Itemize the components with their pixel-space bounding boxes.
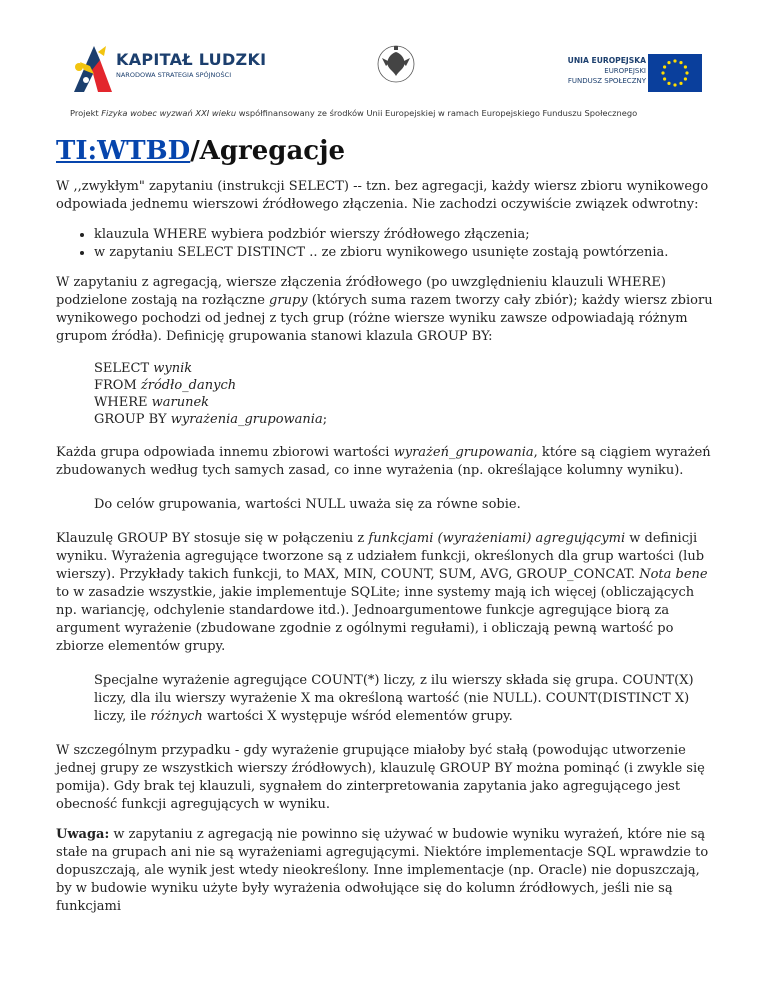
sql-placeholder: źródło_danych — [140, 378, 237, 393]
sql-placeholder: warunek — [151, 395, 210, 410]
text-run: , które są ciągiem wyrażeń zbudowanych według tych samych zasad, co inne wyrażenia (np. określające kolumny wyniku). — [56, 445, 711, 478]
eu-line3: FUNDUSZ SPOŁECZNY — [567, 77, 646, 85]
eu-line1: UNIA EUROPEJSKA — [567, 56, 646, 65]
emphasis: wyrażeń_grupowania — [393, 445, 534, 460]
code-line — [94, 394, 716, 411]
sql-keyword: SELECT — [94, 361, 154, 376]
sql-syntax-block — [56, 360, 716, 428]
text-run: to w zasadzie wszystkie, jakie implementuje SQLite; inne systemy mają ich więcej (obliczających np. wariancję, odchylenie standardowe itd.). Jednoargumentowe funkcje agregujące biorą za argument wyrażenie (zbudowane zgodnie z ogólnymi regułami), i obliczają pewną wartość po zbiorze elementów grupy. — [56, 585, 695, 654]
code-line — [94, 377, 716, 394]
emphasis: różnych — [150, 709, 203, 724]
code-line — [94, 411, 716, 428]
warning-label: Uwaga: — [56, 827, 110, 842]
text-run: Każda grupa odpowiada innemu zbiorowi wartości — [56, 445, 394, 460]
list-item: • klauzula WHERE wybiera podzbiór wierszy źródłowego złączenia; — [94, 226, 716, 244]
header-banner — [0, 0, 768, 128]
sql-keyword: GROUP BY — [94, 412, 171, 427]
kapital-ludzki-title: KAPITAŁ LUDZKI — [116, 50, 267, 69]
warning-paragraph — [56, 826, 716, 916]
emphasis: funkcjami (wyrażeniami) agregującymi — [368, 531, 626, 546]
text-run: Klauzulę GROUP BY stosuje się w połączeniu z — [56, 531, 369, 546]
project-prefix: Projekt — [70, 108, 102, 118]
university-seal — [374, 40, 418, 94]
eu-label — [568, 56, 646, 86]
intro-paragraph: W ,,zwykłym" zapytaniu (instrukcji SELECT) -- tzn. bez agregacji, każdy wiersz zbioru wynikowego odpowiada jednemu wierszowi źródłowego złączenia. Nie zachodzi oczywiście związek odwrotny: — [56, 179, 709, 212]
text-run: w zapytaniu z agregacją nie powinno się używać w budowie wyniku wyrażeń, które nie są stałe na grupach ani nie są wyrażeniami agregującymi. Niektóre implementacje SQL wprawdzie to dopuszczają, ale wynik jest wtedy nieokreślony. Inne implementacje (np. Oracle) nie dopuszczają, by w budowie wyniku użyte były wyrażenia odwołujące się do kolumn źródłowych, jeśli nie są funkcjami — [56, 827, 709, 914]
count-note — [56, 672, 716, 726]
bullet-list — [56, 226, 716, 262]
text-run: (których suma razem tworzy cały zbiór); każdy wiersz zbioru wynikowego pochodzi od jednej z tych grup (różne wiersze wyniku zawsze odpowiadają różnym grupom źródła). Definicję grupowania stanowi klazula GROUP BY: — [56, 293, 713, 344]
special-case-paragraph: W szczególnym przypadku - gdy wyrażenie grupujące miałoby być stałą (powodując utworzenie jednej grupy ze wszystkich wierszy źródłowych), klauzulę GROUP BY można pominąć (i zwykle się pomija). Gdy brak tej klauzuli, sygnałem do zinterpretowania zapytania jako agregującego jest obecność funkcji agregujących w wyniku. — [56, 743, 705, 812]
kapital-ludzki-emblem-icon — [70, 40, 116, 96]
aggregation-paragraph — [56, 274, 716, 346]
sql-terminator: ; — [322, 412, 328, 427]
kapital-ludzki-logo — [70, 40, 270, 96]
text-run: W zapytaniu z agregacją, wiersze złączenia źródłowego (po uwzględnieniu klauzuli WHERE) podzielone zostają na rozłączne — [56, 275, 666, 308]
code-line — [94, 360, 716, 377]
article-content — [56, 132, 716, 928]
text-run: wartości X występuje wśród elementów grupy. — [202, 709, 513, 724]
project-funding-line — [70, 108, 637, 118]
university-eagle-seal-icon — [374, 40, 418, 94]
text-run: Specjalne wyrażenie agregujące COUNT(*) liczy, z ilu wierszy składa się grupa. COUNT(X) liczy, dla ilu wierszy wyrażenie X ma określoną wartość (nie NULL). COUNT(DISTINCT X) liczy, ile — [94, 673, 694, 724]
aggregate-functions-paragraph — [56, 530, 716, 656]
group-paragraph — [56, 444, 716, 480]
sql-keyword: FROM — [94, 378, 141, 393]
project-suffix: współfinansowany ze środków Unii Europejskiej w ramach Europejskiego Funduszu Społecznego — [236, 108, 638, 118]
text-run: w definicji wyniku. Wyrażenia agregujące tworzone są z udziałem funkcji, określonych dla grup wartości (lub wierszy). Przykłady takich funkcji, to MAX, MIN, COUNT, SUM, AVG, GROUP_CONCAT. — [56, 531, 705, 582]
emphasis: Nota bene — [639, 567, 708, 582]
european-union-logo — [544, 54, 704, 94]
list-item: • w zapytaniu SELECT DISTINCT .. ze zbioru wynikowego usunięte zostają powtórzenia. — [94, 244, 716, 262]
kapital-ludzki-subtitle: NARODOWA STRATEGIA SPÓJNOŚCI — [116, 71, 232, 79]
title-rest: /Agregacje — [190, 136, 346, 166]
page-title — [56, 136, 716, 166]
sql-keyword: WHERE — [94, 395, 152, 410]
title-link[interactable]: TI:WTBD — [56, 136, 191, 166]
emphasis: grupy — [269, 293, 308, 308]
sql-placeholder: wynik — [153, 361, 193, 376]
eu-line2: EUROPEJSKI — [604, 67, 646, 75]
eu-flag-icon — [648, 54, 702, 92]
null-note: Do celów grupowania, wartości NULL uważa się za równe sobie. — [94, 497, 521, 512]
project-name: Fizyka wobec wyzwań XXI wieku — [101, 108, 237, 118]
sql-placeholder: wyrażenia_grupowania — [170, 412, 323, 427]
